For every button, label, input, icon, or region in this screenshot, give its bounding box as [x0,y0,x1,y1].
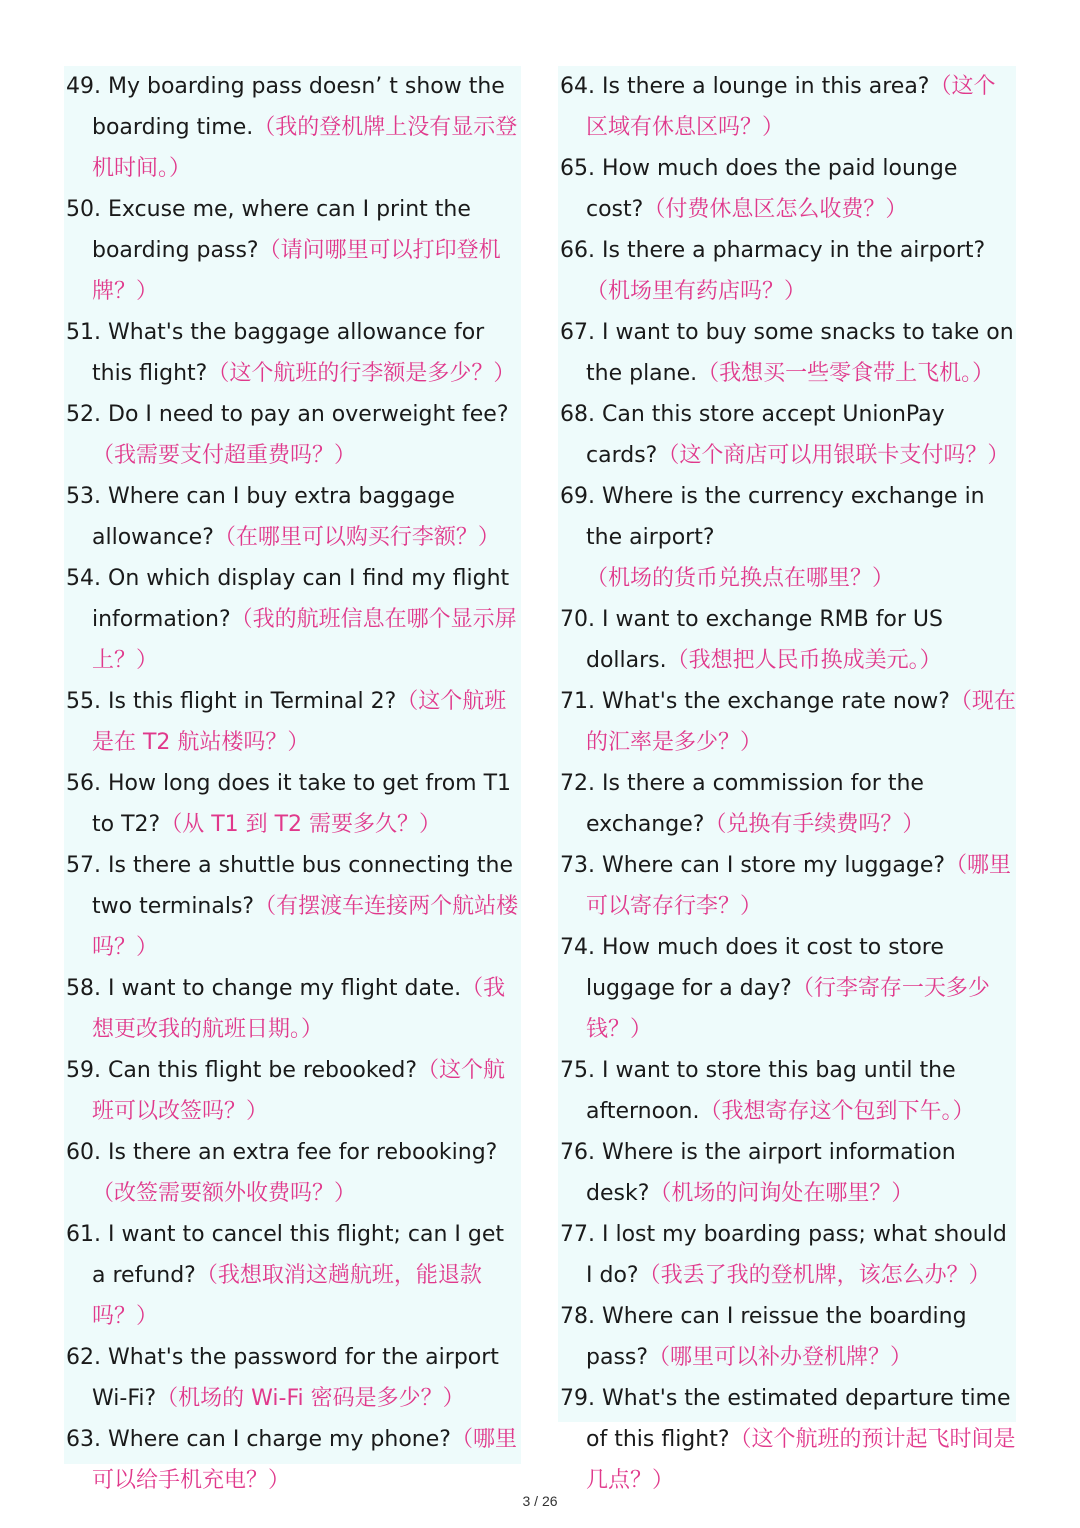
entry-number: 64. [560,74,595,99]
english-phrase: Where can I charge my phone? [108,1427,451,1452]
entry-number: 77. [560,1222,595,1247]
english-phrase: How much does it cost to store luggage for a day? [586,935,944,1001]
entry-number: 73. [560,853,595,878]
chinese-translation: （这个航班的行李额是多少？） [207,361,516,386]
english-phrase: I want to buy some snacks to take on the plane. [586,320,1014,386]
english-phrase: How much does the paid lounge cost? [586,156,958,222]
phrase-entry-79 [558,1378,1016,1501]
entry-number: 51. [66,320,101,345]
english-phrase: What's the password for the airport Wi-Fi? [92,1345,499,1411]
english-phrase: Where is the currency exchange in the airport? [586,484,985,550]
english-phrase: Can this flight be rebooked? [108,1058,418,1083]
english-phrase: I want to exchange RMB for US dollars. [586,607,943,673]
chinese-translation: （有摆渡车连接两个航站楼吗？） [92,894,519,960]
entry-number: 67. [560,320,595,345]
english-phrase: Excuse me, where can I print the boarding pass? [92,197,471,263]
chinese-translation: （机场里有药店吗？） [586,279,807,304]
phrase-entry-68 [558,394,1016,476]
chinese-translation: （现在的汇率是多少？） [586,689,1016,755]
chinese-translation: （这个区域有休息区吗？） [586,74,996,140]
chinese-translation: （从 T1 到 T2 需要多久？） [160,812,442,837]
chinese-translation: （我的航班信息在哪个显示屏上？） [92,607,517,673]
entry-number: 70. [560,607,595,632]
phrase-entry-67 [558,312,1016,394]
entry-number: 79. [560,1386,595,1411]
chinese-translation: （付费休息区怎么收费？） [643,197,908,222]
chinese-translation: （这个航班是在 T2 航站楼吗？） [92,689,507,755]
english-phrase: What's the estimated departure time of this flight? [586,1386,1011,1452]
english-phrase: How long does it take to get from T1 to T2? [92,771,512,837]
entry-number: 56. [66,771,101,796]
phrase-entry-60 [64,1132,521,1214]
english-phrase: Where can I reissue the boarding pass? [586,1304,967,1370]
entry-number: 50. [66,197,101,222]
entry-number: 63. [66,1427,101,1452]
entry-number: 62. [66,1345,101,1370]
english-phrase: I lost my boarding pass; what should I do? [586,1222,1007,1288]
entry-number: 69. [560,484,595,509]
phrase-entry-78 [558,1296,1016,1378]
right-phrase-column [558,66,1016,1493]
chinese-translation: （我丢了我的登机牌，该怎么办？） [638,1263,991,1288]
chinese-translation: （我想取消这趟航班，能退款吗？） [92,1263,482,1329]
entry-number: 72. [560,771,595,796]
entry-number: 74. [560,935,595,960]
phrase-entry-49 [64,66,521,189]
phrase-entry-76 [558,1132,1016,1214]
entry-number: 59. [66,1058,101,1083]
entry-number: 76. [560,1140,595,1165]
english-phrase: My boarding pass doesn’ t show the boarding time. [92,74,505,140]
english-phrase: I want to change my flight date. [108,976,462,1001]
chinese-translation: （哪里可以给手机充电？） [92,1427,517,1493]
entry-number: 75. [560,1058,595,1083]
chinese-translation: （我想把人民币换成美元。） [666,648,942,673]
english-phrase: Is this flight in Terminal 2? [108,689,397,714]
phrase-entry-56 [64,763,521,845]
entry-number: 78. [560,1304,595,1329]
chinese-translation: （我的登机牌上没有显示登机时间。） [92,115,518,181]
phrase-entry-73 [558,845,1016,927]
phrase-entry-64 [558,66,1016,148]
english-phrase: Can this store accept UnionPay cards? [586,402,945,468]
chinese-translation: （机场的货币兑换点在哪里？） [586,566,895,591]
phrase-entry-63 [64,1419,521,1501]
page-number: 3 / 26 [522,1493,558,1509]
phrase-entry-54 [64,558,521,681]
chinese-translation: （这个航班的预计起飞时间是几点？） [586,1427,1016,1493]
entry-number: 60. [66,1140,101,1165]
entry-number: 49. [66,74,101,99]
entry-number: 53. [66,484,101,509]
entry-number: 55. [66,689,101,714]
chinese-translation: （改签需要额外收费吗？） [92,1181,357,1206]
phrase-entry-77 [558,1214,1016,1296]
entry-number: 65. [560,156,595,181]
chinese-translation: （这个航班可以改签吗？） [92,1058,506,1124]
chinese-translation: （这个商店可以用银联卡支付吗？） [657,443,1010,468]
entry-number: 52. [66,402,101,427]
english-phrase: Is there a pharmacy in the airport? [602,238,986,263]
phrase-entry-57 [64,845,521,968]
chinese-translation: （机场的问询处在哪里？） [649,1181,914,1206]
entry-number: 61. [66,1222,101,1247]
phrase-entry-66 [558,230,1016,312]
phrase-entry-75 [558,1050,1016,1132]
english-phrase: Is there a shuttle bus connecting the two terminals? [92,853,514,919]
phrase-entry-70 [558,599,1016,681]
chinese-translation: （我想更改我的航班日期。） [92,976,506,1042]
phrase-entry-55 [64,681,521,763]
chinese-translation: （兑换有手续费吗？） [704,812,925,837]
entry-number: 54. [66,566,101,591]
phrase-entry-58 [64,968,521,1050]
english-phrase: Is there a lounge in this area? [602,74,930,99]
english-phrase: What's the baggage allowance for this flight? [92,320,485,386]
chinese-translation: （我想寄存这个包到下午。） [699,1099,975,1124]
phrase-entry-72 [558,763,1016,845]
left-phrase-column [64,66,521,1493]
chinese-translation: （在哪里可以购买行李额？） [213,525,500,550]
phrase-entry-59 [64,1050,521,1132]
phrase-entry-74 [558,927,1016,1050]
phrase-entry-50 [64,189,521,312]
chinese-translation: （哪里可以补办登机牌？） [648,1345,913,1370]
phrase-entry-71 [558,681,1016,763]
entry-number: 58. [66,976,101,1001]
phrase-entry-61 [64,1214,521,1337]
phrase-entry-62 [64,1337,521,1419]
chinese-translation: （我需要支付超重费吗？） [92,443,357,468]
entry-number: 71. [560,689,595,714]
english-phrase: Is there a commission for the exchange? [586,771,924,837]
english-phrase: Where can I store my luggage? [602,853,946,878]
english-phrase: I want to store this bag until the afternoon. [586,1058,956,1124]
chinese-translation: （机场的 Wi-Fi 密码是多少？） [156,1386,465,1411]
english-phrase: I want to cancel this flight; can I get a refund? [92,1222,505,1288]
entry-number: 66. [560,238,595,263]
chinese-translation: （行李寄存一天多少钱？） [586,976,990,1042]
phrase-entry-52 [64,394,521,476]
chinese-translation: （请问哪里可以打印登机牌？） [92,238,501,304]
phrase-entry-65 [558,148,1016,230]
chinese-translation: （我想买一些零食带上飞机。） [697,361,995,386]
english-phrase: What's the exchange rate now? [602,689,950,714]
english-phrase: Is there an extra fee for rebooking? [108,1140,498,1165]
english-phrase: Where can I buy extra baggage allowance? [92,484,455,550]
phrase-entry-51 [64,312,521,394]
english-phrase: Do I need to pay an overweight fee? [108,402,509,427]
phrase-entry-53 [64,476,521,558]
phrase-entry-69 [558,476,1016,599]
english-phrase: Where is the airport information desk? [586,1140,956,1206]
english-phrase: On which display can I find my flight information? [92,566,510,632]
entry-number: 68. [560,402,595,427]
entry-number: 57. [66,853,101,878]
chinese-translation: （哪里可以寄存行李？） [586,853,1012,919]
